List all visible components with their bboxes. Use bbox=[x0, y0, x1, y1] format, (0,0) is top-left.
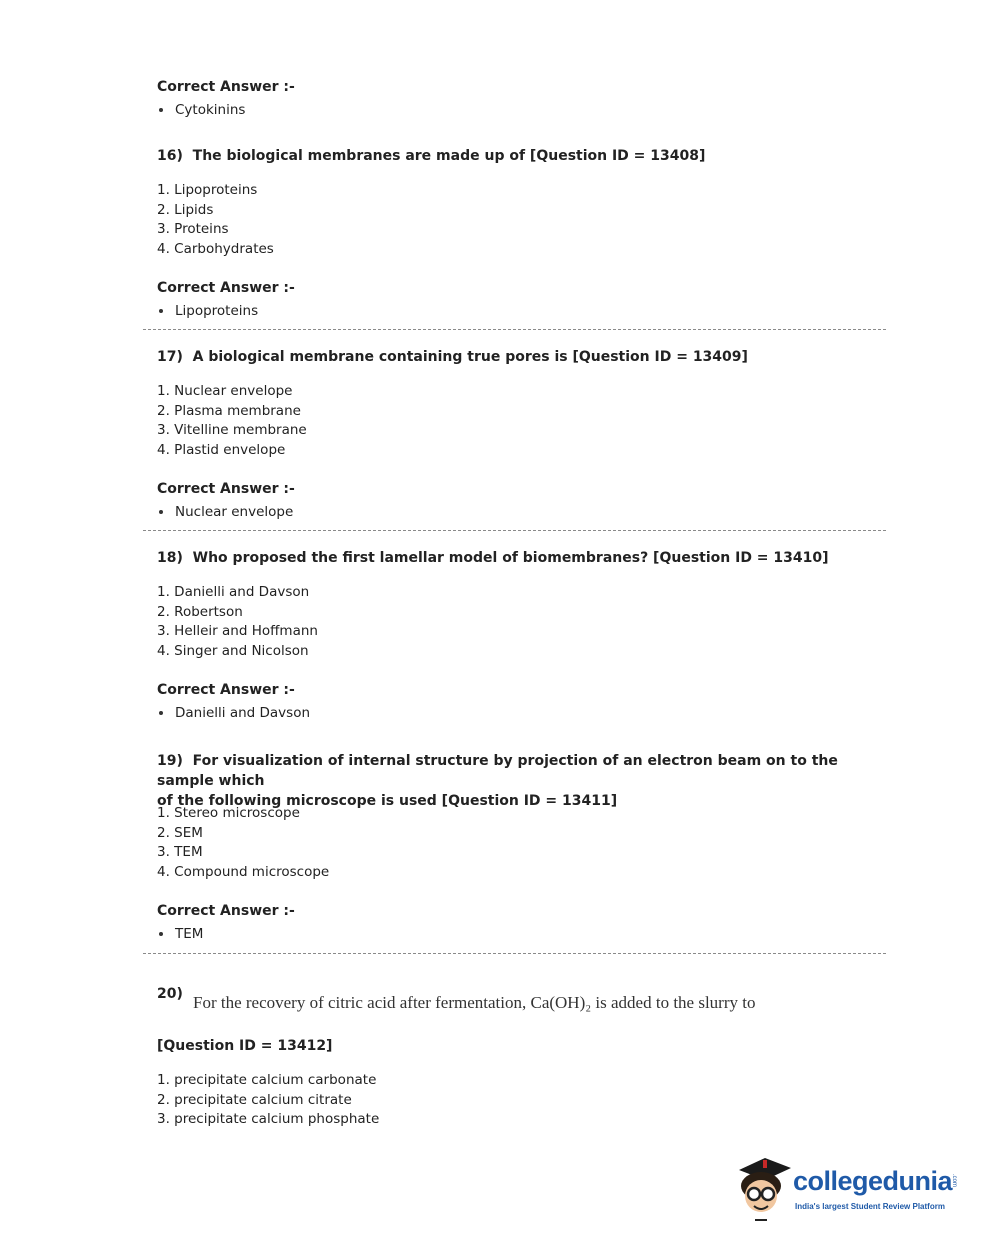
option: 1. Danielli and Davson bbox=[157, 584, 310, 600]
option: 2. SEM bbox=[157, 824, 203, 841]
question-number: 18) bbox=[157, 550, 183, 566]
bullet-icon bbox=[159, 510, 163, 514]
question-id: [Question ID = 13412] bbox=[157, 1038, 333, 1054]
option: 3. Vitelline membrane bbox=[157, 422, 307, 439]
correct-answer bbox=[157, 705, 310, 721]
option: 2. Plasma membrane bbox=[157, 402, 301, 419]
answer-label: Correct Answer :- bbox=[157, 280, 295, 296]
question-number: 19) bbox=[157, 753, 183, 769]
question-text: For visualization of internal structure by projection of an electron beam on to the sample which bbox=[157, 753, 838, 789]
correct-answer bbox=[157, 303, 258, 319]
options-list bbox=[157, 382, 307, 460]
divider bbox=[143, 530, 886, 531]
option: 3. precipitate calcium phosphate bbox=[157, 1111, 380, 1128]
bullet-icon bbox=[159, 932, 163, 936]
divider bbox=[143, 329, 886, 330]
question-number: 17) bbox=[157, 349, 183, 365]
option: 3. Proteins bbox=[157, 221, 229, 238]
question-number: 16) bbox=[157, 148, 183, 164]
option: 4. Compound microscope bbox=[157, 863, 330, 880]
options-list bbox=[157, 804, 329, 882]
option: 1. precipitate calcium carbonate bbox=[157, 1072, 377, 1088]
question-text: Who proposed the first lamellar model of biomembranes? [Question ID = 13410] bbox=[192, 550, 829, 566]
option: 2. Lipids bbox=[157, 201, 214, 218]
option: 3. TEM bbox=[157, 844, 203, 861]
option: 4. Plastid envelope bbox=[157, 441, 286, 458]
option: 2. precipitate calcium citrate bbox=[157, 1091, 352, 1108]
correct-answer bbox=[157, 926, 203, 942]
correct-answer bbox=[157, 504, 293, 520]
option: 2. Robertson bbox=[157, 603, 243, 620]
answer-label: Correct Answer :- bbox=[157, 903, 295, 919]
collegedunia-logo bbox=[735, 1152, 965, 1224]
option: 4. Singer and Nicolson bbox=[157, 642, 309, 659]
bullet-icon bbox=[159, 108, 163, 112]
question-number: 20) bbox=[157, 986, 183, 1002]
divider bbox=[143, 953, 886, 954]
question-19 bbox=[157, 751, 877, 811]
option: 1. Lipoproteins bbox=[157, 182, 258, 198]
option: 1. Nuclear envelope bbox=[157, 383, 293, 399]
question-text-continued: of the following microscope is used [Question ID = 13411] bbox=[157, 793, 618, 809]
question-text: For the recovery of citric acid after fermentation, Ca(OH)₂ is added to the slurry to bbox=[193, 993, 756, 1012]
answer-text: Danielli and Davson bbox=[175, 705, 311, 721]
answer-text: Cytokinins bbox=[175, 102, 246, 118]
bullet-icon bbox=[159, 711, 163, 715]
answer-label: Correct Answer :- bbox=[157, 481, 295, 497]
question-text: A biological membrane containing true pores is [Question ID = 13409] bbox=[192, 349, 748, 365]
correct-answer bbox=[157, 102, 245, 118]
question-text: The biological membranes are made up of [Question ID = 13408] bbox=[192, 148, 706, 164]
option: 1. Stereo microscope bbox=[157, 805, 300, 821]
answer-text: Nuclear envelope bbox=[175, 504, 294, 520]
option: 3. Helleir and Hoffmann bbox=[157, 623, 318, 640]
answer-text: Lipoproteins bbox=[175, 303, 259, 319]
options-list bbox=[157, 1071, 379, 1130]
mascot-icon bbox=[735, 1152, 793, 1222]
bullet-icon bbox=[159, 309, 163, 313]
question-17 bbox=[157, 349, 748, 365]
answer-label: Correct Answer :- bbox=[157, 79, 295, 95]
question-18 bbox=[157, 550, 829, 566]
logo-name: collegedunia bbox=[793, 1166, 953, 1196]
logo-tagline: India's largest Student Review Platform bbox=[795, 1202, 945, 1211]
question-16 bbox=[157, 148, 705, 164]
answer-text: TEM bbox=[175, 926, 204, 942]
logo-suffix: .com bbox=[951, 1174, 957, 1188]
options-list bbox=[157, 181, 274, 259]
option: 4. Carbohydrates bbox=[157, 240, 274, 257]
options-list bbox=[157, 583, 318, 661]
answer-label: Correct Answer :- bbox=[157, 682, 295, 698]
